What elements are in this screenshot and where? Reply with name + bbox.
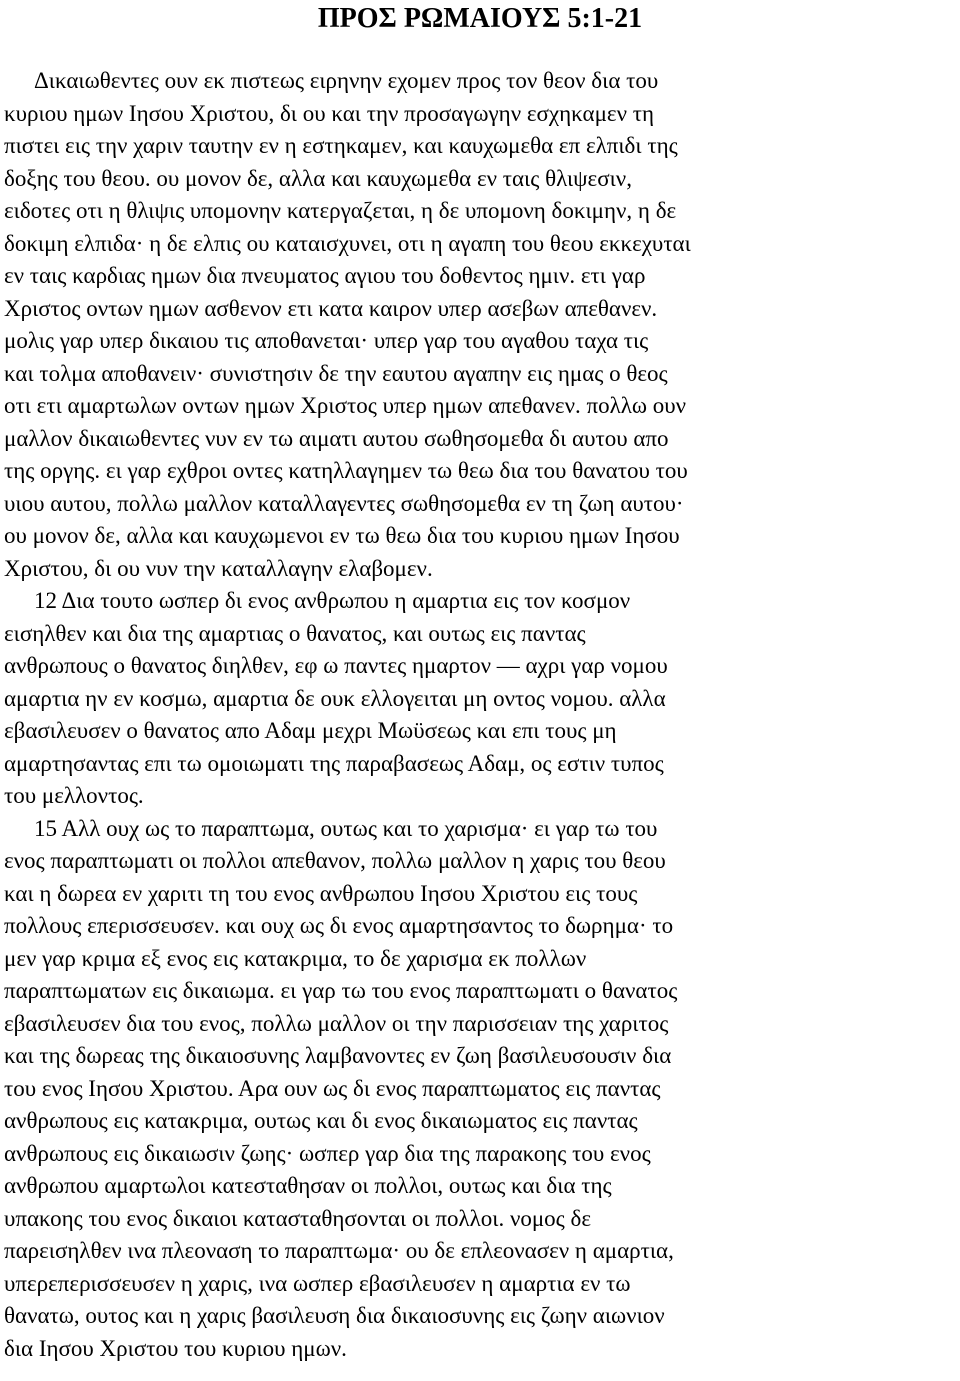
text-line: εισηλθεν και δια της αμαρτιας ο θανατος, και ουτως εις παντας (4, 620, 586, 646)
text-line: υιου αυτου, πολλω μαλλον καταλλαγεντες σωθησομεθα εν τη ζωη αυτου· (4, 490, 684, 516)
text-line: του μελλοντος. (4, 783, 144, 808)
text-line: ενος παραπτωματι οι πολλοι απεθανον, πολλω μαλλον η χαρις του θεου (4, 848, 666, 873)
verse-12-line: 12 Δια τουτο ωσπερ δι ενος ανθρωπου η αμαρτια εις τον κοσμον (34, 588, 631, 613)
text-line: Χριστου, δι ου νυν την καταλλαγην ελαβομεν. (4, 555, 433, 581)
text-line: παραπτωματων εις δικαιωμα. ει γαρ τω του ενος παραπτωματι ο θανατος (4, 978, 678, 1003)
text-line: και της δωρεας της δικαιοσυνης λαμβανοντες εν ζωη βασιλευσουσιν δια (4, 1043, 672, 1068)
text-line: δοξης του θεου. ου μονον δε, αλλα και καυχωμεθα εν ταις θλιψεσιν, (4, 165, 632, 191)
text-line: παρεισηλθεν ινα πλεοναση το παραπτωμα· ου δε επλεονασεν η αμαρτια, (4, 1238, 674, 1263)
text-line: ανθρωπους ο θανατος διηλθεν, εφ ω παντες ημαρτον ― αχρι γαρ νομου (4, 653, 668, 678)
text-line: αμαρτησαντας επι τω ομοιωματι της παραβασεως Αδαμ, ος εστιν τυπος (4, 750, 664, 776)
text-line: δια Ιησου Χριστου του κυριου ημων. (4, 1335, 347, 1361)
text-line: Χριστος οντων ημων ασθενον ετι κατα καιρον υπερ ασεβων απεθανεν. (4, 295, 658, 321)
text-line: ου μονον δε, αλλα και καυχωμενοι εν τω θεω δια του κυριου ημων Ιησου (4, 523, 680, 548)
text-line: πολλους επερισσευσεν. και ουχ ως δι ενος αμαρτησαντος το δωρημα· το (4, 913, 674, 938)
verse-15-line: 15 Αλλ ουχ ως το παραπτωμα, ουτως και το χαρισμα· ει γαρ τω του (34, 815, 658, 841)
text-line: θανατω, ουτος και η χαρις βασιλευση δια δικαιοσυνης εις ζωην αιωνιον (4, 1303, 665, 1328)
text-line: ειδοτες οτι η θλιψις υπομονην κατεργαζεται, η δε υπομονη δοκιμην, η δε (4, 198, 677, 223)
text-line: αμαρτια ην εν κοσμω, αμαρτια δε ουκ ελλογειται μη οντος νομου. αλλα (4, 685, 666, 711)
page-title: ΠΡΟΣ ΡΩΜΑΙΟΥΣ 5:1-21 (317, 3, 643, 34)
text-line: και τολμα αποθανειν· συνιστησιν δε την εαυτου αγαπην εις ημας ο θεος (4, 360, 668, 386)
text-line: εν ταις καρδιας ημων δια πνευματος αγιου του δοθεντος ημιν. ετι γαρ (4, 263, 646, 288)
text-line: κυριου ημων Ιησου Χριστου, δι ου και την προσαγωγην εσχηκαμεν τη (4, 100, 654, 126)
text-line: οτι ετι αμαρτωλων οντων ημων Χριστος υπερ ημων απεθανεν. πολλω ουν (4, 393, 687, 418)
text-line: μολις γαρ υπερ δικαιου τις αποθανεται· υπερ γαρ του αγαθου ταχα τις (4, 328, 649, 353)
text-line: του ενος Ιησου Χριστου. Αρα ουν ως δι ενος παραπτωματος εις παντας (4, 1075, 661, 1101)
text-line: μαλλον δικαιωθεντες νυν εν τω αιματι αυτου σωθησομεθα δι αυτου απο (4, 425, 669, 451)
text-line: ανθρωπους εις κατακριμα, ουτως και δι ενος δικαιωματος εις παντας (4, 1108, 638, 1133)
text-line: Δικαιωθεντες ουν εκ πιστεως ειρηνην εχομεν προς τον θεον δια του (34, 68, 659, 93)
text-line: και η δωρεα εν χαριτι τη του ενος ανθρωπου Ιησου Χριστου εις τους (4, 880, 638, 906)
scripture-text (4, 65, 954, 1365)
text-line: εβασιλευσεν δια του ενος, πολλω μαλλον οι την παρισσειαν της χαριτος (4, 1010, 669, 1036)
text-line: υπερεπερισσευσεν η χαρις, ινα ωσπερ εβασιλευσεν η αμαρτια εν τω (4, 1270, 631, 1296)
text-line: υπακοης του ενος δικαιοι κατασταθησονται οι πολλοι. νομος δε (4, 1205, 592, 1231)
text-line: πιστει εις την χαριν ταυτην εν η εστηκαμεν, και καυχωμεθα επ ελπιδι της (4, 133, 678, 158)
text-line: μεν γαρ κριμα εξ ενος εις κατακριμα, το δε χαρισμα εκ πολλων (4, 945, 587, 971)
text-line: της οργης. ει γαρ εχθροι οντες κατηλλαγημεν τω θεω δια του θανατου του (4, 458, 688, 483)
text-line: ανθρωπους εις δικαιωσιν ζωης· ωσπερ γαρ δια της παρακοης του ενος (4, 1140, 651, 1166)
text-line: ανθρωπου αμαρτωλοι κατεσταθησαν οι πολλοι, ουτως και δια της (4, 1173, 612, 1198)
text-line: δοκιμη ελπιδα· η δε ελπις ου καταισχυνει, οτι η αγαπη του θεου εκκεχυται (4, 230, 691, 256)
text-line: εβασιλευσεν ο θανατος απο Αδαμ μεχρι Μωϋσεως και επι τους μη (4, 718, 617, 743)
